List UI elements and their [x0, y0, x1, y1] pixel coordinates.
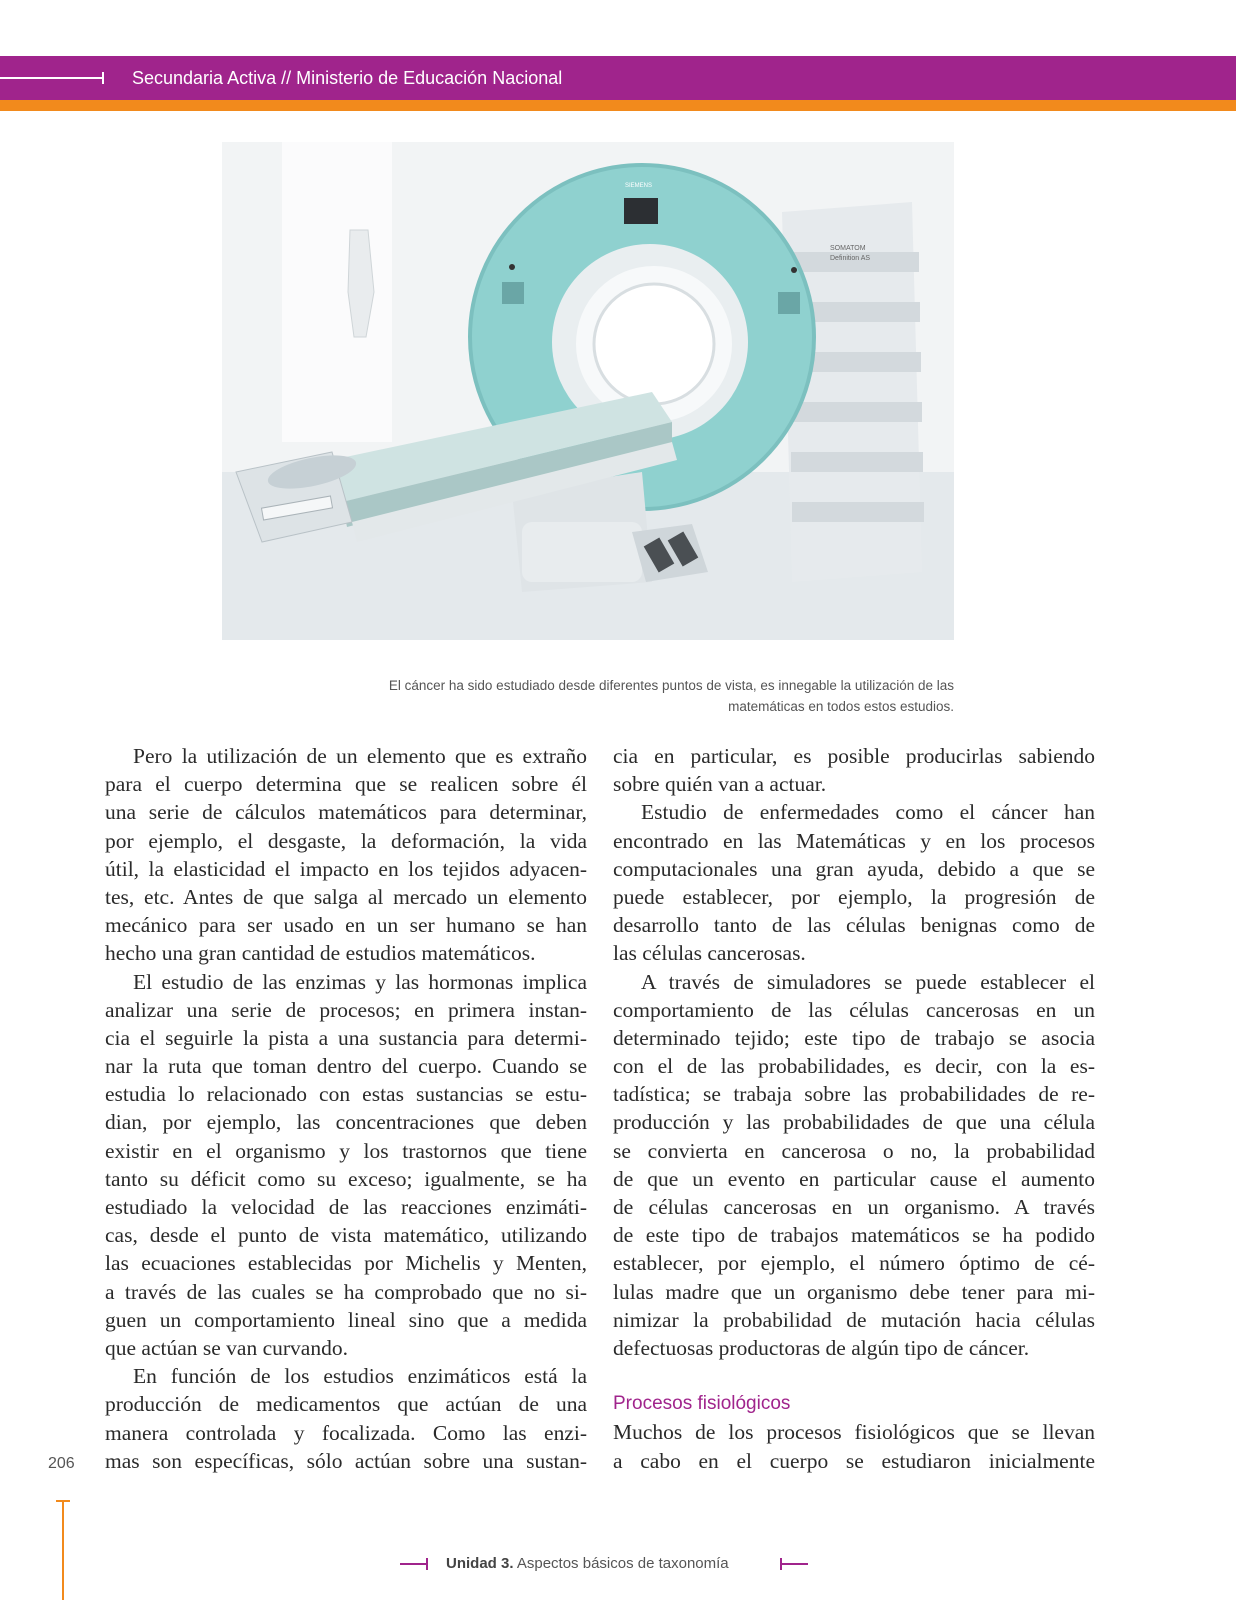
text-line: tadística; se trabaja sobre las probabilidades de re- — [613, 1082, 1095, 1107]
text-line: mecánico para ser usado en un ser humano se han — [105, 913, 587, 938]
text-line: determinado tejido; este tipo de trabajo se asocia — [613, 1025, 1095, 1050]
text-line: estudiado la velocidad de las reacciones enzimáti- — [105, 1195, 587, 1219]
text-line: cas, desde el punto de vista matemático, utilizando — [105, 1223, 587, 1248]
text-line: las ecuaciones establecidas por Michelis y Menten, — [105, 1251, 587, 1276]
text-line: producción de medicamentos que actúan de una — [105, 1392, 587, 1417]
text-line: se convierta en cancerosa o no, la probabilidad — [613, 1138, 1095, 1163]
text-line: las células cancerosas. — [613, 941, 806, 966]
text-line: tes, etc. Antes de que salga al mercado un elemento — [105, 884, 587, 909]
footer-unit-title: Aspectos básicos de taxonomía — [513, 1555, 729, 1572]
footer-unit-label: Unidad 3. — [446, 1555, 514, 1572]
model-label-line1: SOMATOM — [830, 245, 866, 252]
text-line: estudia lo relacionado con estas sustancias se estu- — [105, 1082, 587, 1107]
text-line: cia el seguirle la pista a una sustancia para determi- — [105, 1025, 587, 1050]
text-line: El estudio de las enzimas y las hormonas implica — [133, 969, 587, 994]
text-line: de células cancerosas en un organismo. A través — [613, 1195, 1095, 1219]
text-line: que actúan se van curvando. — [105, 1335, 348, 1360]
text-line: tanto su déficit como su exceso; igualmente, se ha — [105, 1166, 587, 1191]
caption-line: El cáncer ha sido estudiado desde diferentes puntos de vista, es innegable la utilización de las — [388, 678, 954, 693]
caption-line: matemáticas en todos estos estudios. — [728, 699, 954, 714]
footer-rule-left — [400, 1563, 428, 1565]
side-rule — [62, 1500, 64, 1600]
text-line: útil, la elasticidad el impacto en los tejidos adyacen- — [105, 856, 587, 881]
text-line: desarrollo tanto de las células benignas como de — [613, 913, 1095, 938]
text-line: de este tipo de trabajos matemáticos se ha podido — [613, 1223, 1095, 1248]
left-column — [105, 742, 587, 1475]
text-line: por ejemplo, el desgaste, la deformación, la vida — [105, 828, 587, 853]
footer-rule-right — [780, 1563, 808, 1565]
text-line: de que un evento en particular cause el aumento — [613, 1166, 1095, 1191]
text-line: computacionales una gran ayuda, debido a que se — [613, 856, 1095, 881]
text-line: con el de las probabilidades, es decir, con la es- — [613, 1054, 1095, 1079]
text-line: manera controlada y focalizada. Como las enzi- — [105, 1420, 587, 1445]
text-line: lulas madre que un organismo debe tener para mi- — [613, 1279, 1095, 1304]
text-line: guen un comportamiento lineal sino que a medida — [105, 1307, 587, 1332]
text-line: En función de los estudios enzimáticos está la — [133, 1364, 587, 1389]
brand-label: SIEMENS — [625, 183, 653, 189]
side-rule-cap — [56, 1500, 70, 1502]
ct-scanner-illustration — [222, 142, 954, 640]
footer-tick-left — [426, 1558, 428, 1570]
text-line: nimizar la probabilidad de mutación hacia células — [613, 1307, 1095, 1332]
right-column — [613, 742, 1095, 1475]
header-rule-tick — [102, 72, 104, 84]
text-line: cia en particular, es posible producirlas sabiendo — [613, 744, 1095, 768]
page-number: 206 — [48, 1455, 75, 1472]
text-line: dian, por ejemplo, las concentraciones que deben — [105, 1110, 587, 1135]
text-line: sobre quién van a actuar. — [613, 772, 827, 797]
model-label-line2: Definition AS — [830, 255, 871, 262]
text-line: encontrado en las Matemáticas y en los procesos — [613, 828, 1095, 853]
text-line: analizar una serie de procesos; en primera instan- — [105, 997, 587, 1022]
text-line: puede establecer, por ejemplo, la progresión de — [613, 884, 1095, 909]
text-line: Estudio de enfermedades como el cáncer han — [641, 800, 1095, 825]
text-line: hecho una gran cantidad de estudios matemáticos. — [105, 941, 536, 966]
header-rule — [0, 77, 104, 79]
text-line: a cabo en el cuerpo se estudiaron inicialmente — [613, 1448, 1095, 1473]
text-line: A través de simuladores se puede establecer el — [641, 969, 1095, 994]
section-subheading: Procesos fisiológicos — [613, 1393, 791, 1415]
text-line: comportamiento de las células cancerosas en un — [613, 997, 1095, 1022]
text-line: Muchos de los procesos fisiológicos que se llevan — [613, 1420, 1095, 1445]
text-line: para el cuerpo determina que se realicen sobre él — [105, 772, 587, 797]
text-line: a través de las cuales se ha comprobado que no si- — [105, 1279, 587, 1304]
text-line: una serie de cálculos matemáticos para determinar, — [105, 800, 587, 825]
text-line: existir en el organismo y los trastornos que tiene — [105, 1138, 587, 1163]
ct-scanner-photo — [222, 142, 954, 640]
photo-caption — [300, 675, 954, 717]
header-accent-stripe — [0, 100, 1236, 111]
text-line: mas son específicas, sólo actúan sobre una sustan- — [105, 1448, 587, 1473]
text-line: producción y las probabilidades de que una célula — [613, 1110, 1095, 1135]
header-title: Secundaria Activa // Ministerio de Educación Nacional — [132, 68, 563, 88]
text-line: establecer, por ejemplo, el número óptimo de cé- — [613, 1251, 1095, 1276]
text-line: Pero la utilización de un elemento que es extraño — [133, 744, 587, 768]
footer-text — [446, 1553, 729, 1575]
footer-unit — [400, 1553, 840, 1575]
text-line: nar la ruta que toman dentro del cuerpo. Cuando se — [105, 1054, 587, 1079]
text-line: defectuosas productoras de algún tipo de cáncer. — [613, 1335, 1030, 1360]
